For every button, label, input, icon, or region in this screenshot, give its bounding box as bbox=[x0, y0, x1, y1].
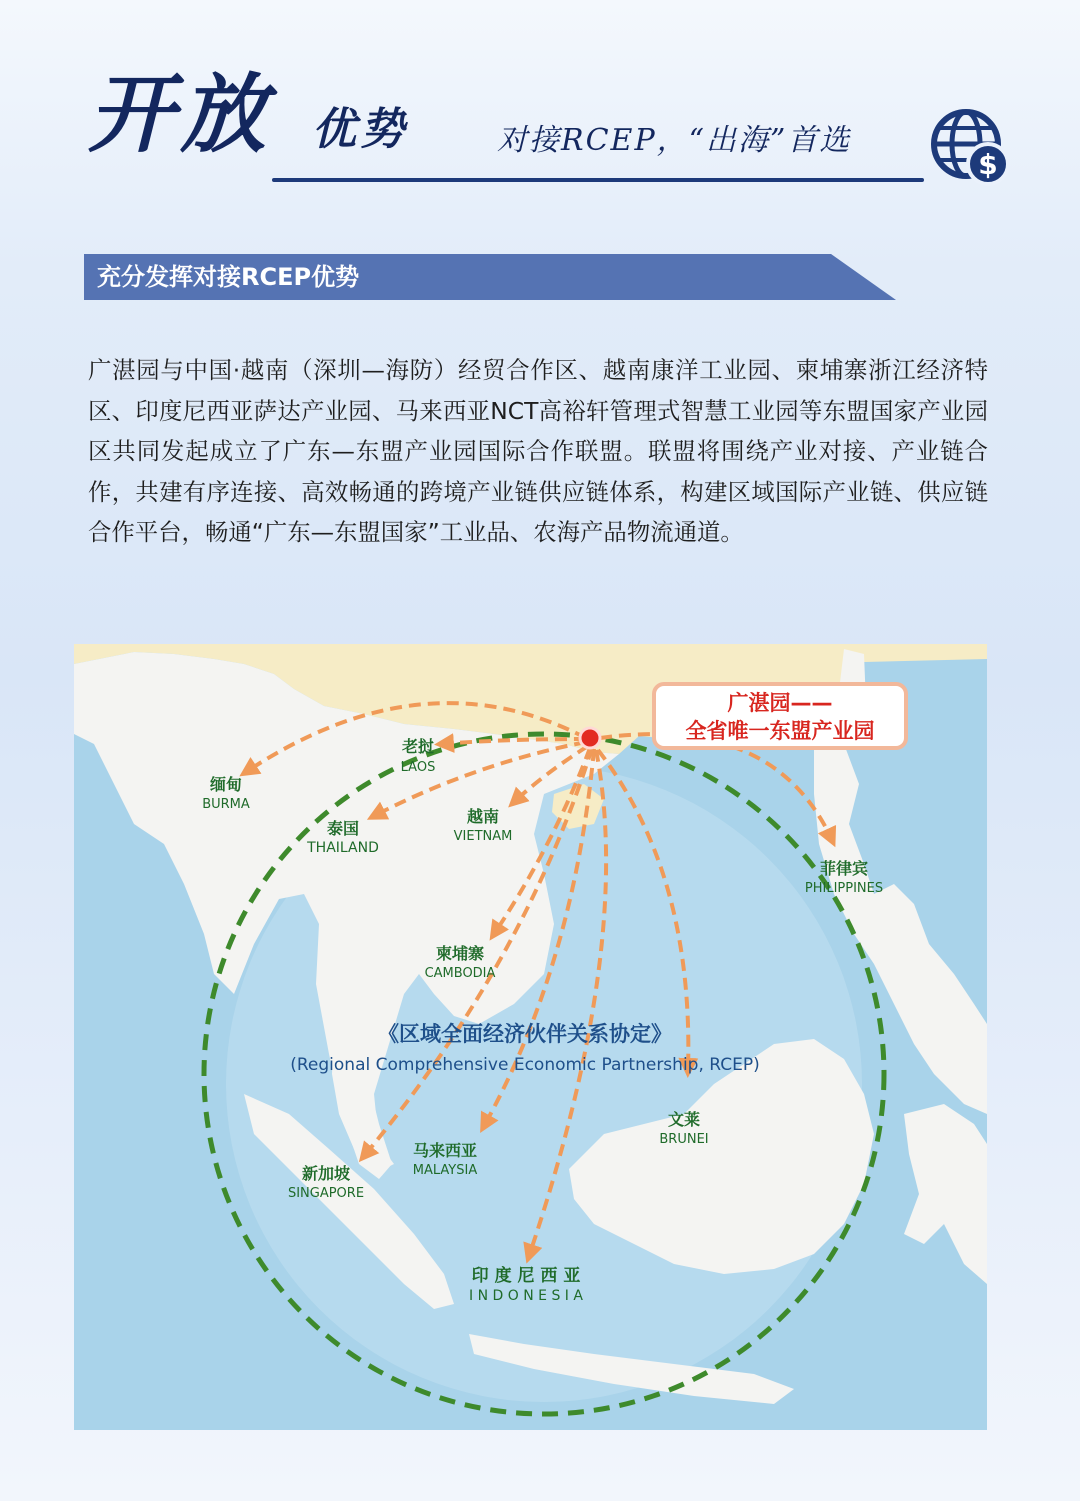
label-laos-cn: 老挝 bbox=[401, 737, 435, 756]
label-brunei-en: BRUNEI bbox=[659, 1132, 709, 1147]
label-brunei-cn: 文莱 bbox=[667, 1110, 701, 1129]
label-thailand-cn: 泰国 bbox=[326, 819, 360, 838]
label-indonesia-en: I N D O N E S I A bbox=[469, 1288, 583, 1304]
label-burma-cn: 缅甸 bbox=[209, 775, 243, 794]
label-singapore-cn: 新加坡 bbox=[301, 1164, 351, 1183]
header-underline bbox=[272, 178, 924, 182]
label-vietnam-en: VIETNAM bbox=[453, 829, 513, 844]
label-philippines-cn: 菲律宾 bbox=[819, 859, 869, 878]
label-philippines-en: PHILIPPINES bbox=[804, 881, 884, 896]
rcep-label-en: (Regional Comprehensive Economic Partnership, RCEP) bbox=[290, 1055, 760, 1075]
label-singapore-en: SINGAPORE bbox=[287, 1186, 365, 1201]
globe-dollar-icon bbox=[928, 106, 1012, 190]
label-vietnam-cn: 越南 bbox=[466, 807, 500, 826]
zhanjiang-origin-point bbox=[580, 728, 600, 748]
header-title-sub: 优势 bbox=[312, 104, 408, 155]
callout-line2: 全省唯一东盟产业园 bbox=[685, 719, 875, 743]
header-title-main: 开放 bbox=[88, 64, 272, 165]
label-cambodia-cn: 柬埔寨 bbox=[435, 944, 485, 963]
label-cambodia-en: CAMBODIA bbox=[424, 966, 496, 981]
label-laos-en: LAOS bbox=[400, 760, 436, 775]
body-paragraph: 广湛园与中国·越南（深圳—海防）经贸合作区、越南康洋工业园、柬埔寨浙江经济特区、印度尼西亚萨达产业园、马来西亚NCT高裕轩管理式智慧工业园等东盟国家产业园区共同发起成立了广东—东盟产业园国际合作联盟。联盟将围绕产业对接、产业链合作，共建有序连接、高效畅通的跨境产业链供应链体系，构建区域国际产业链、供应链合作平台，畅通“广东—东盟国家”工业品、农海产品物流通道。 bbox=[88, 356, 988, 546]
label-malaysia-cn: 马来西亚 bbox=[412, 1141, 478, 1160]
rcep-map bbox=[74, 644, 987, 1430]
svg-text:$: $ bbox=[978, 148, 998, 181]
rcep-label-cn: 《区域全面经济伙伴关系协定》 bbox=[378, 1022, 672, 1046]
label-indonesia-cn: 印 度 尼 西 亚 bbox=[471, 1266, 581, 1286]
label-burma-en: BURMA bbox=[202, 797, 250, 812]
callout-line1: 广湛园—— bbox=[727, 691, 833, 715]
section-title: 充分发挥对接RCEP优势 bbox=[97, 263, 360, 291]
header-slogan: 对接RCEP，“出海”首选 bbox=[497, 123, 852, 158]
label-thailand-en: THAILAND bbox=[307, 840, 379, 856]
label-malaysia-en: MALAYSIA bbox=[412, 1163, 478, 1178]
